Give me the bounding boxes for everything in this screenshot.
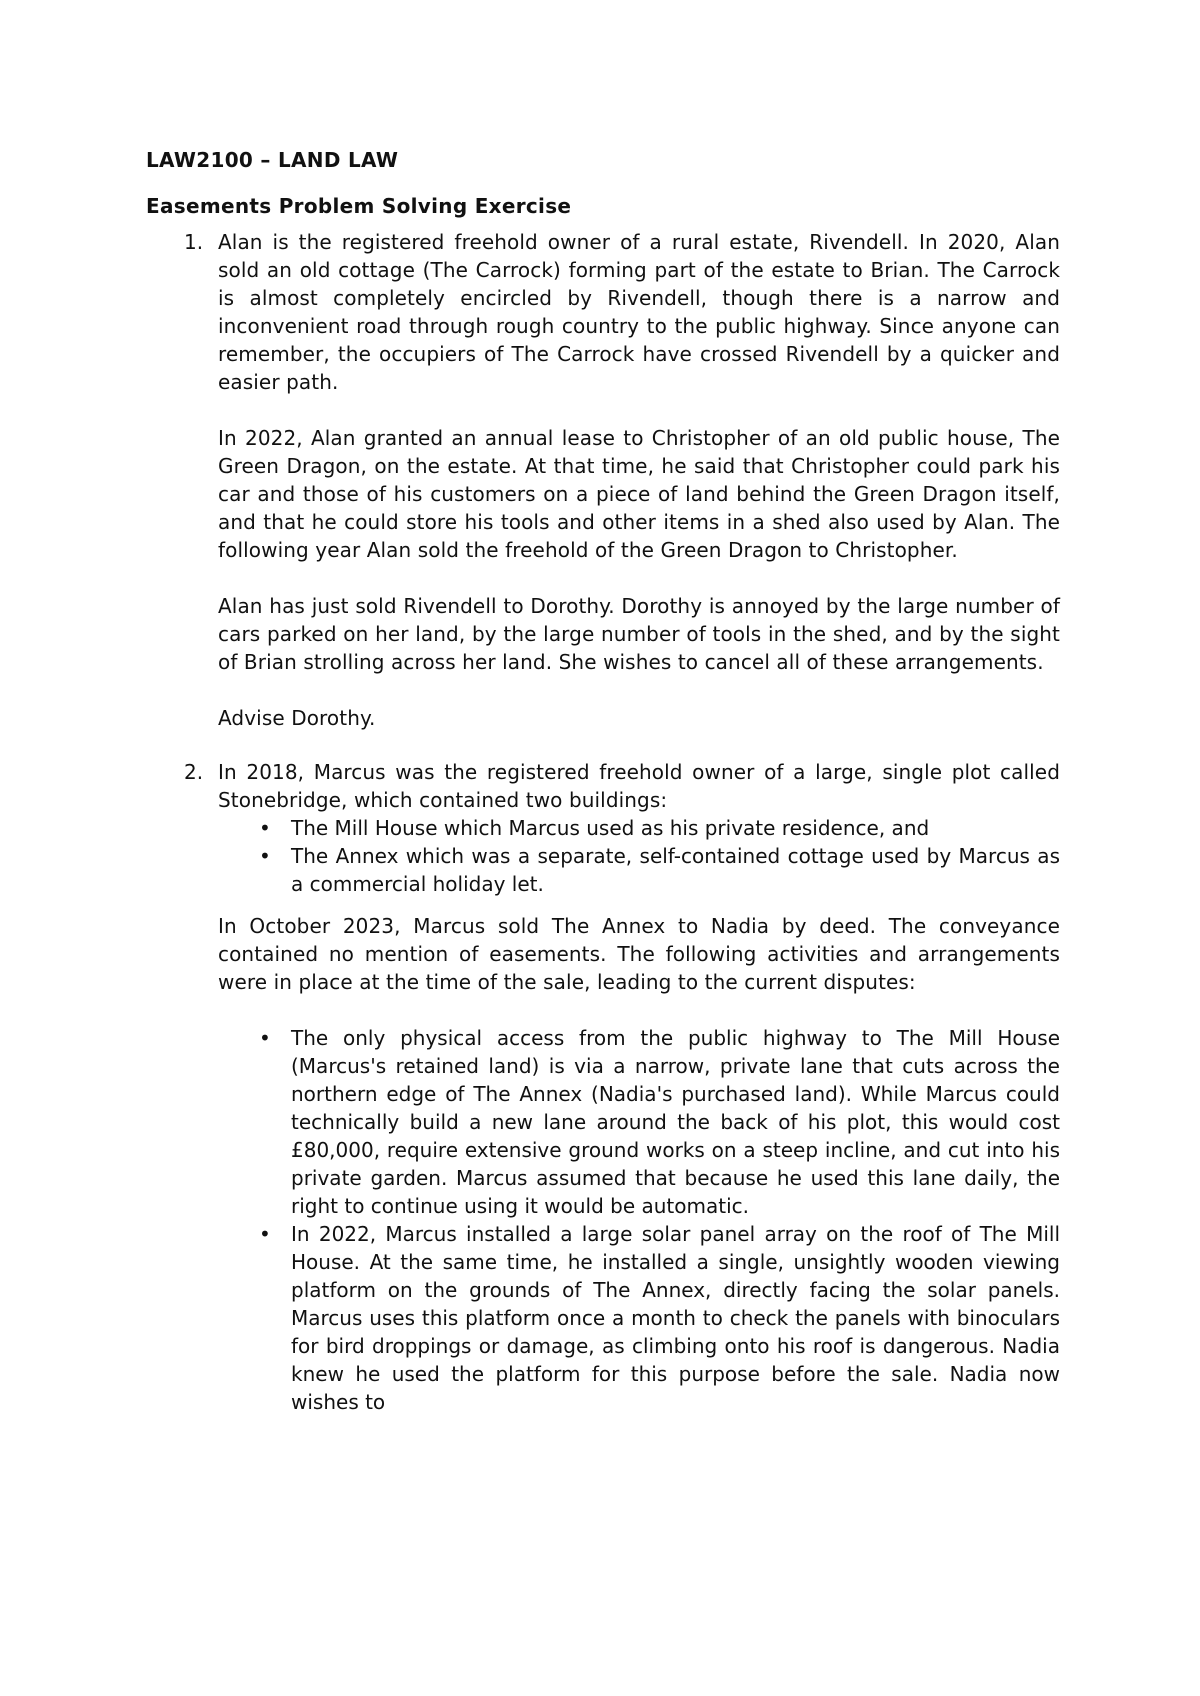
exercise-title: Easements Problem Solving Exercise — [146, 194, 572, 218]
question-1-instruction: Advise Dorothy. — [218, 706, 376, 730]
question-1 — [146, 228, 1060, 732]
list-item — [218, 1220, 1060, 1416]
question-1-paragraph-3: Alan has just sold Rivendell to Dorothy. Dorothy is annoyed by the large number of cars parked on her land, by the large number of tools in the shed, and by the sight of Brian strolling across her land. She wishes to cancel all of these arrangements. — [218, 594, 1060, 674]
list-item-text: In 2022, Marcus installed a large solar panel array on the roof of The Mill House. At the same time, he installed a single, unsightly wooden viewing platform on the grounds of The Annex, directly facing the solar panels. Marcus uses this platform once a month to check the panels with binoculars for bird droppings or damage, as climbing onto his roof is dangerous. Nadia knew he used the platform for this purpose before the sale. Nadia now wishes to — [291, 1222, 1060, 1414]
list-item — [218, 842, 1060, 898]
question-number: 1. — [184, 230, 204, 254]
bullet-icon: • — [259, 1026, 271, 1050]
list-item — [218, 814, 1060, 842]
bullet-icon: • — [259, 844, 271, 868]
bullet-icon: • — [259, 1222, 271, 1246]
list-item-text: The Mill House which Marcus used as his private residence, and — [291, 816, 930, 840]
question-2-intro: In 2018, Marcus was the registered freehold owner of a large, single plot called Stonebridge, which contained two buildings: — [218, 760, 1060, 812]
buildings-list — [218, 814, 1060, 898]
question-2 — [146, 758, 1060, 1416]
course-title: LAW2100 – LAND LAW — [146, 148, 399, 172]
document-page — [146, 130, 1060, 1416]
disputes-list — [218, 1024, 1060, 1416]
question-number: 2. — [184, 760, 204, 784]
list-item-text: The only physical access from the public highway to The Mill House (Marcus's retained land) is via a narrow, private lane that cuts across the northern edge of The Annex (Nadia's purchased land). While Marcus could technically build a new lane around the back of his plot, this would cost £80,000, require extensive ground works on a steep incline, and cut into his private garden. Marcus assumed that because he used this lane daily, the right to continue using it would be automatic. — [291, 1026, 1060, 1218]
bullet-icon: • — [259, 816, 271, 840]
question-1-paragraph-2: In 2022, Alan granted an annual lease to Christopher of an old public house, The Green Dragon, on the estate. At that time, he said that Christopher could park his car and those of his customers on a piece of land behind the Green Dragon itself, and that he could store his tools and other items in a shed also used by Alan. The following year Alan sold the freehold of the Green Dragon to Christopher. — [218, 426, 1060, 562]
question-1-paragraph-1: Alan is the registered freehold owner of a rural estate, Rivendell. In 2020, Alan sold an old cottage (The Carrock) forming part of the estate to Brian. The Carrock is almost completely encircled by Rivendell, though there is a narrow and inconvenient road through rough country to the public highway. Since anyone can remember, the occupiers of The Carrock have crossed Rivendell by a quicker and easier path. — [218, 230, 1060, 394]
list-item-text: The Annex which was a separate, self-contained cottage used by Marcus as a commercial holiday let. — [291, 844, 1060, 896]
question-2-sale-paragraph: In October 2023, Marcus sold The Annex to Nadia by deed. The conveyance contained no mention of easements. The following activities and arrangements were in place at the time of the sale, leading to the current disputes: — [218, 914, 1060, 994]
list-item — [218, 1024, 1060, 1220]
